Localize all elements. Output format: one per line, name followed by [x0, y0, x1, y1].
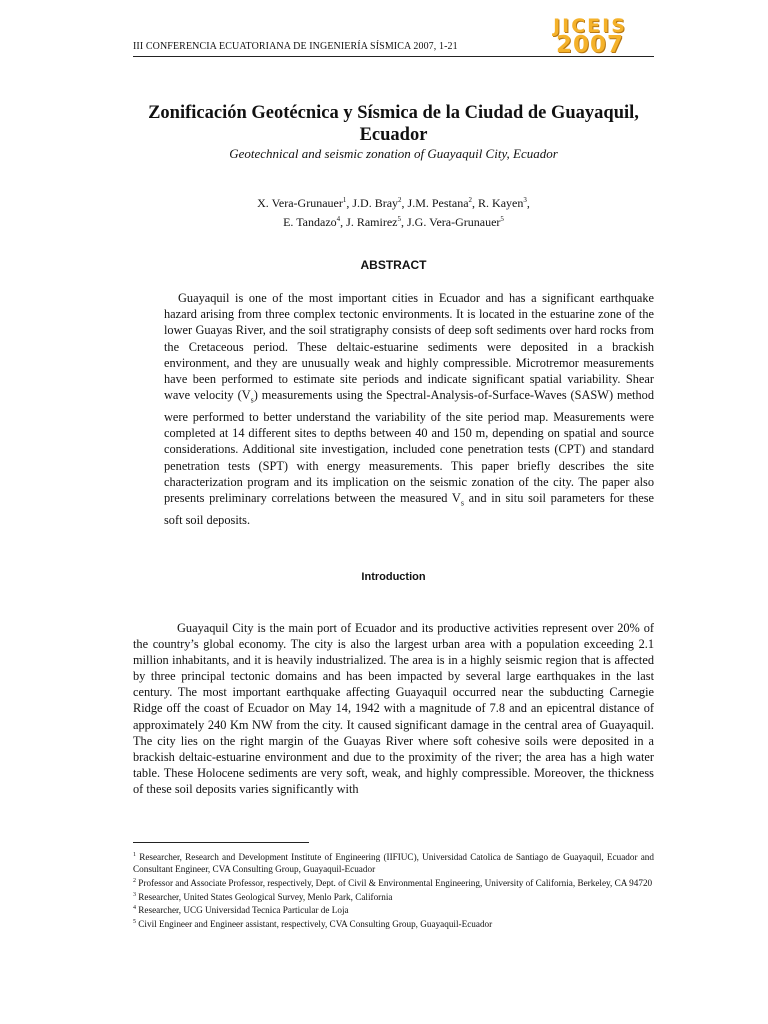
author: J. Ramirez — [346, 215, 398, 229]
affiliation-mark: 5 — [500, 215, 504, 223]
abstract-heading: ABSTRACT — [360, 258, 427, 272]
author-separator: , — [346, 196, 353, 210]
author: J.G. Vera-Grunauer — [407, 215, 501, 229]
footnote-text: Researcher, United States Geological Survey, Menlo Park, California — [136, 891, 393, 902]
author-list — [133, 192, 654, 230]
author-separator: , — [526, 196, 530, 210]
author-separator: , — [401, 196, 408, 210]
footnote-text: Civil Engineer and Engineer assistant, respectively, CVA Consulting Group, Guayaquil-Ecuador — [136, 919, 493, 930]
abstract-text-part: and in situ soil parameters for these soft soil deposits. — [164, 490, 654, 527]
author-line-1 — [133, 192, 654, 211]
abstract-text-part: ) measurements using the Spectral-Analysis-of-Surface-Waves (SASW) method were performed to better understand the variability of the site period map. Measurements were completed at 14 different sites to depths between 40 and 150 m, depending on spatial and source considerations. Additional site investigation, included cone penetration tests (CPT) and standard penetration tests (SPT) with energy measurements. This paper briefly describes the site characterization program and its implication on the seismic zonation of the city. The paper also presents preliminary correlations between the measured V — [164, 388, 654, 505]
footnote-text: Researcher, UCG Universidad Tecnica Particular de Loja — [136, 905, 349, 916]
running-header: III CONFERENCIA ECUATORIANA DE INGENIERÍA SÍSMICA 2007, 1-21 — [133, 41, 458, 52]
author-separator: , — [340, 215, 347, 229]
footnote — [133, 917, 654, 931]
affiliation-mark: 5 — [397, 215, 401, 223]
logo-text-top: JICEIS — [553, 15, 627, 38]
affiliation-mark: 3 — [523, 196, 527, 204]
affiliation-mark: 2 — [398, 196, 402, 204]
author: E. Tandazo — [283, 215, 337, 229]
footnote-mark: 3 — [133, 891, 136, 898]
author: J.D. Bray — [352, 196, 399, 210]
footnote — [133, 903, 654, 917]
author-separator: , — [472, 196, 479, 210]
affiliation-mark: 1 — [342, 196, 347, 204]
introduction-text — [133, 620, 654, 797]
footnote-mark: 1 — [133, 852, 136, 858]
abstract-text-part: Guayaquil is one of the most important cities in Ecuador and has a significant earthquake hazard arising from three complex tectonic environments. It is located in the estuarine zone of the lower Guayas River, and the soil stratigraphy consists of deep soft sediments over hard rocks from the Cretaceous period. These deltaic-estuarine sediments were deposited in a brackish environment, and they are unusually weak and highly compressible. Microtremor measurements have been performed to estimate site periods and indicate significant spatial variability. Shear wave velocity (V — [164, 291, 654, 403]
author-separator: , — [401, 215, 407, 229]
footnote-mark: 4 — [133, 905, 136, 912]
paper-title: Zonificación Geotécnica y Sísmica de la Ciudad de Guayaquil, Ecuador — [148, 103, 639, 145]
author: J.M. Pestana — [407, 196, 469, 210]
logo-text-bottom: 2007 — [555, 32, 624, 59]
footnotes — [133, 850, 654, 931]
subscript: s — [460, 498, 464, 508]
author: X. Vera-Grunauer — [257, 196, 343, 210]
header-rule — [133, 56, 654, 57]
footnote-mark: 5 — [133, 919, 136, 926]
footnote-text: Researcher, Research and Development Institute of Engineering (IIFIUC), Universidad Catolica de Santiago de Guayaquil, Ecuador and Consultant Engineer, CVA Consulting Group, Guayaquil-Ecuador — [133, 852, 654, 874]
footnote-mark: 2 — [133, 877, 136, 884]
author: R. Kayen — [478, 196, 524, 210]
footnote — [133, 876, 654, 890]
author-line-2 — [133, 211, 654, 230]
abstract-paragraph — [164, 290, 654, 528]
affiliation-mark: 2 — [468, 196, 473, 204]
conference-logo — [540, 14, 640, 60]
paper-subtitle: Geotechnical and seismic zonation of Guayaquil City, Ecuador — [229, 146, 558, 161]
introduction-heading: Introduction — [361, 571, 426, 583]
footnote-text: Professor and Associate Professor, respectively, Dept. of Civil & Environmental Engineering, University of California, Berkeley, CA 94720 — [136, 877, 653, 888]
affiliation-mark: 4 — [336, 215, 341, 223]
footnote-rule — [133, 842, 309, 843]
footnote — [133, 890, 654, 904]
introduction-paragraph: Guayaquil City is the main port of Ecuador and its productive activities represent over 20% of the country’s global economy. The city is also the largest urban area with a population exceeding 2.1 million inhabitants, and it is heavily industrialized. The area is in a highly seismic region that is affected by three principal tectonic domains and has been impacted by several large earthquakes in the last century. The most important earthquake affecting Guayaquil occurred near the subducting Carnegie Ridge off the coast of Ecuador on May 14, 1942 with a magnitude of 7.8 and an epicentral distance of approximately 240 Km NW from the city. It caused significant damage in the central area of Guayaquil. The city lies on the right margin of the Guayas River where soft cohesive soils were deposited in a brackish deltaic-estuarine environment and due to the proximity of the river; the area has a high water table. These Holocene sediments are very soft, weak, and highly compressible. Moreover, the thickness of these soil deposits varies significantly with — [133, 621, 654, 796]
footnote — [133, 850, 654, 876]
abstract-text — [164, 290, 654, 528]
subscript: s — [250, 395, 254, 405]
